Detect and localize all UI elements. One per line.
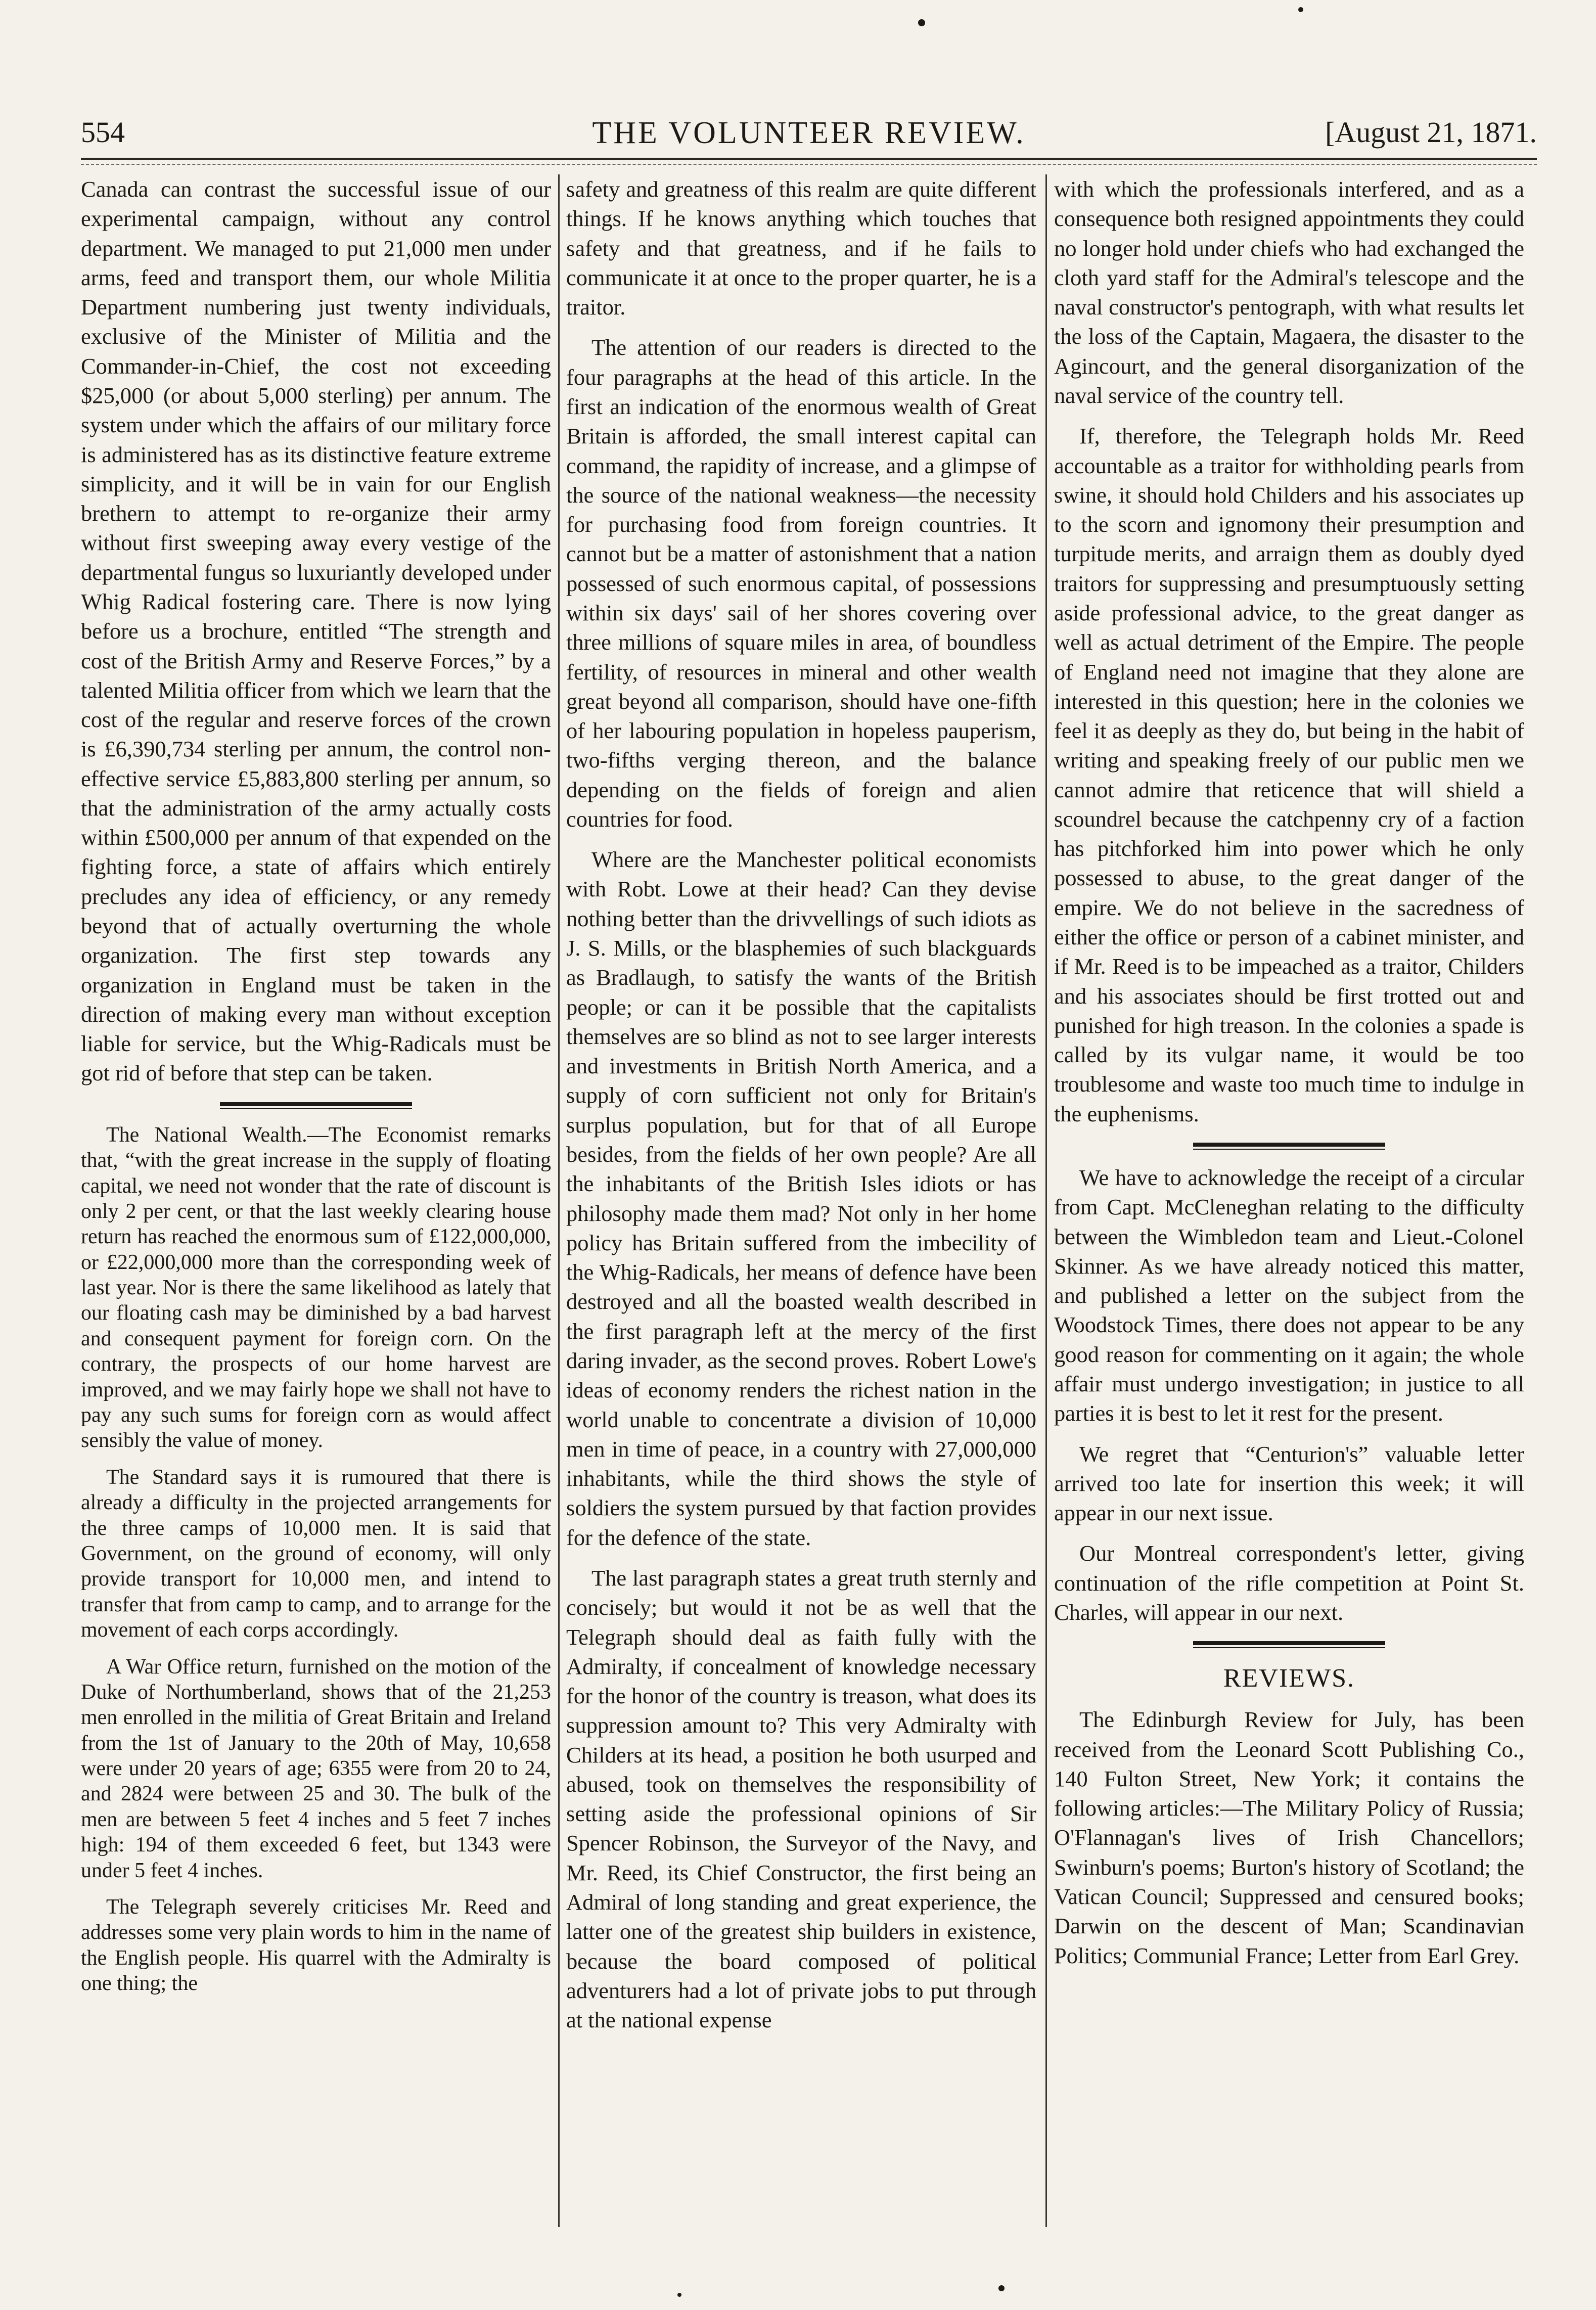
article-paragraph: with which the professionals interfered, and as a consequence both resigned appointments they could no longer hold under chiefs who had exchanged the cloth yard staff for the Admiral's telescope and the naval constructor's pentograph, with what results let the loss of the Captain, Magaera, the disaster to the Agincourt, and the general disorganization of the naval service of the country tell. [1054, 176, 1524, 408]
column-3 [1054, 174, 1524, 1981]
article-paragraph: Where are the Manchester political economists with Robt. Lowe at their head? Can they devise nothing better than the drivvellings of such idiots as J. S. Mills, or the blasphemies of such blackguards as Bradlaugh, to satisfy the wants of the British people; or can it be possible that the capitalists themselves are so blind as not to see larger interests and investments in British North America, and a supply of corn sufficient not only for Britain's surplus population, but for that of all Europe besides, from the fields of her own people? Are all the inhabitants of the British Isles idiots or has philosophy made them mad? Not only in her home policy has Britain suffered from the imbecility of the Whig-Radicals, her means of defence have been destroyed and all the boasted wealth described in the first paragraph left at the mercy of the first daring invader, as the second proves. Robert Lowe's ideas of economy renders the richest nation in the world unable to concentrate a division of 10,000 men in time of peace, in a country with 27,000,000 inhabitants, while the third shows the style of soldiers the system pursued by that faction provides for the defence of the state. [566, 847, 1036, 1550]
reviews-heading: REVIEWS. [1223, 1664, 1355, 1693]
masthead-title: THE VOLUNTEER REVIEW. [592, 116, 1026, 150]
column-2 [566, 174, 1036, 2046]
column-divider [558, 174, 560, 2227]
issue-date: [August 21, 1871. [1325, 116, 1537, 149]
article-paragraph: safety and greatness of this realm are quite different things. If he knows anything which touches that safety and that greatness, and if he fails to communicate it at once to the proper quarter, he is a traitor. [566, 176, 1036, 320]
standard-paragraph: The Standard says it is rumoured that there is already a difficulty in the projected arrangements for the three camps of 10,000 men. It is said that Government, on the ground of economy, will only provide transport for 10,000 men, and intend to transfer that from camp to camp, and to arrange for the movement of each corps accordingly. [81, 1465, 551, 1642]
section-rule [220, 1102, 412, 1109]
notice-paragraph: Our Montreal correspondent's letter, giving continuation of the rifle competition at Point St. Charles, will appear in our next. [1054, 1541, 1524, 1625]
article-paragraph: If, therefore, the Telegraph holds Mr. Reed accountable as a traitor for withholding pearls from swine, it should hold Childers and his associates up to the scorn and ignomony their presumption and turpitude merits, and arraign them as doubly dyed traitors for suppressing and presumptuously setting aside professional advice, to the great danger as well as actual detriment of the Empire. The people of England need not imagine that they alone are interested in this question; here in the colonies we feel it as deeply as they do, but being in the habit of writing and speaking freely of our public men we cannot admire that reticence that will shield a scoundrel because the catchpenny cry of a faction has pitchforked him into power which he only possessed to abuse, to the great danger of the empire. We do not believe in the sacredness of either the office or person of a cabinet minister, and if Mr. Reed is to be impeached as a traitor, Childers and his associates should be first trotted out and punished for high treason. In the colonies a spade is called by its vulgar name, it would be too troublesome and waste too much time to indulge in the euphenisms. [1054, 423, 1524, 1126]
review-paragraph: The Edinburgh Review for July, has been received from the Leonard Scott Publishing Co., 140 Fulton Street, New York; it contains the following articles:—The Military Policy of Russia; O'Flannagan's lives of Irish Chancellors; Swinburn's poems; Burton's history of Scotland; the Vatican Council; Suppressed and censured books; Darwin on the descent of Man; Scandinavian Politics; Communial France; Letter from Earl Grey. [1054, 1707, 1524, 1968]
header-rule-dashed [81, 164, 1537, 165]
article-paragraph: Canada can contrast the successful issue of our experimental campaign, without any control department. We managed to put 21,000 men under arms, feed and transport them, our whole Militia Department numbering just twenty individuals, exclusive of the Minister of Militia and the Commander-in-Chief, the cost not exceeding $25,000 (or about 5,000 sterling) per annum. The system under which the affairs of our military force is administered has as its distinctive feature extreme simplicity, and it will be in vain for our English brethern to attempt to re-organize their army without first sweeping away every vestige of the departmental fungus so luxuriantly developed under Whig Radical fostering care. There is now lying before us a brochure, entitled “The strength and cost of the British Army and Reserve Forces,” by a talented Militia officer from which we learn that the cost of the regular and reserve forces of the crown is £6,390,734 sterling per annum, the control non-effective service £5,883,800 sterling per annum, so that the administration of the army actually costs within £500,000 per annum of that expended on the fighting force, a state of affairs which entirely precludes any idea of efficiency, or any remedy beyond that of actually overturning the whole organization. The first step towards any organization in England must be taken in the direction of making every man without exception liable for service, but the Whig-Radicals must be got rid of before that step can be taken. [81, 176, 551, 1086]
notice-paragraph: We have to acknowledge the receipt of a circular from Capt. McCleneghan relating to the difficulty between the Wimbledon team and Lieut.-Colonel Skinner. As we have already noticed this matter, and published a letter on the subject from the Woodstock Times, there does not appear to be any good reason for commenting on it again; the whole affair must undergo investigation; in justice to all parties it is best to let it rest for the present. [1054, 1165, 1524, 1426]
telegraph-paragraph: The Telegraph severely criticises Mr. Reed and addresses some very plain words to him in the name of the English people. His quarrel with the Admiralty is one thing; the [81, 1895, 551, 1996]
section-rule [1193, 1641, 1385, 1648]
header-rule [81, 158, 1537, 160]
ink-spot [998, 2285, 1005, 2291]
page-header [81, 115, 1537, 156]
column-divider [1045, 174, 1047, 2227]
national-wealth-paragraph: The National Wealth.—The Economist remarks that, “with the great increase in the supply of floating capital, we need not wonder that the rate of discount is only 2 per cent, or that the last weekly clearing house return has reached the enormous sum of £122,000,000, or £22,000,000 more than the corresponding week of last year. Nor is there the same likelihood as lately that our floating cash may be diminished by a bad harvest and consequent payment for foreign corn. On the contrary, the prospects of our home harvest are improved, and we may fairly hope we shall not have to pay any such sums for foreign corn as would affect sensibly the value of money. [81, 1123, 551, 1453]
ink-spot [918, 19, 925, 26]
ink-spot [1298, 7, 1303, 12]
section-rule [1193, 1143, 1385, 1150]
page-number: 554 [81, 116, 125, 149]
column-1 [81, 174, 551, 2008]
war-office-paragraph: A War Office return, furnished on the motion of the Duke of Northumberland, shows that of the 21,253 men enrolled in the militia of Great Britain and Ireland from the 1st of January to the 20th of May, 10,658 were under 20 years of age; 6355 were from 20 to 24, and 2824 were between 25 and 30. The bulk of the men are between 5 feet 4 inches and 5 feet 7 inches high: 194 of them exceeded 6 feet, but 1343 were under 5 feet 4 inches. [81, 1655, 551, 1882]
article-paragraph: The attention of our readers is directed to the four paragraphs at the head of this article. In the first an indication of the enormous wealth of Great Britain is afforded, the small interest capital can command, the rapidity of increase, and a glimpse of the source of the national weakness—the necessity for purchasing food from foreign countries. It cannot but be a matter of astonishment that a nation possessed of such enormous capital, of possessions within six days' sail of her shores covering over three millions of square miles in area, of boundless fertility, of resources in mineral and other wealth great beyond all comparison, should have one-fifth of her labouring population in hopeless pauperism, two-fifths verging thereon, and the balance depending on the fields of foreign and alien countries for food. [566, 335, 1036, 832]
article-paragraph: The last paragraph states a great truth sternly and concisely; but would it not be as well that the Telegraph should deal as faith fully with the Admiralty, if concealment of knowledge necessary for the honor of the country is treason, what does its suppression amount to? This very Admiralty with Childers at its head, a position he both usurped and abused, took on themselves the responsibility of setting aside the professional opinions of Sir Spencer Robinson, the Surveyor of the Navy, and Mr. Reed, its Chief Constructor, the first being an Admiral of long standing and great experience, the latter one of the greatest ship builders in existence, because the board composed of political adventurers had a lot of private jobs to put through at the national expense [566, 1565, 1036, 2033]
notice-paragraph: We regret that “Centurion's” valuable letter arrived too late for insertion this week; it will appear in our next issue. [1054, 1441, 1524, 1526]
ink-spot [677, 2293, 681, 2297]
